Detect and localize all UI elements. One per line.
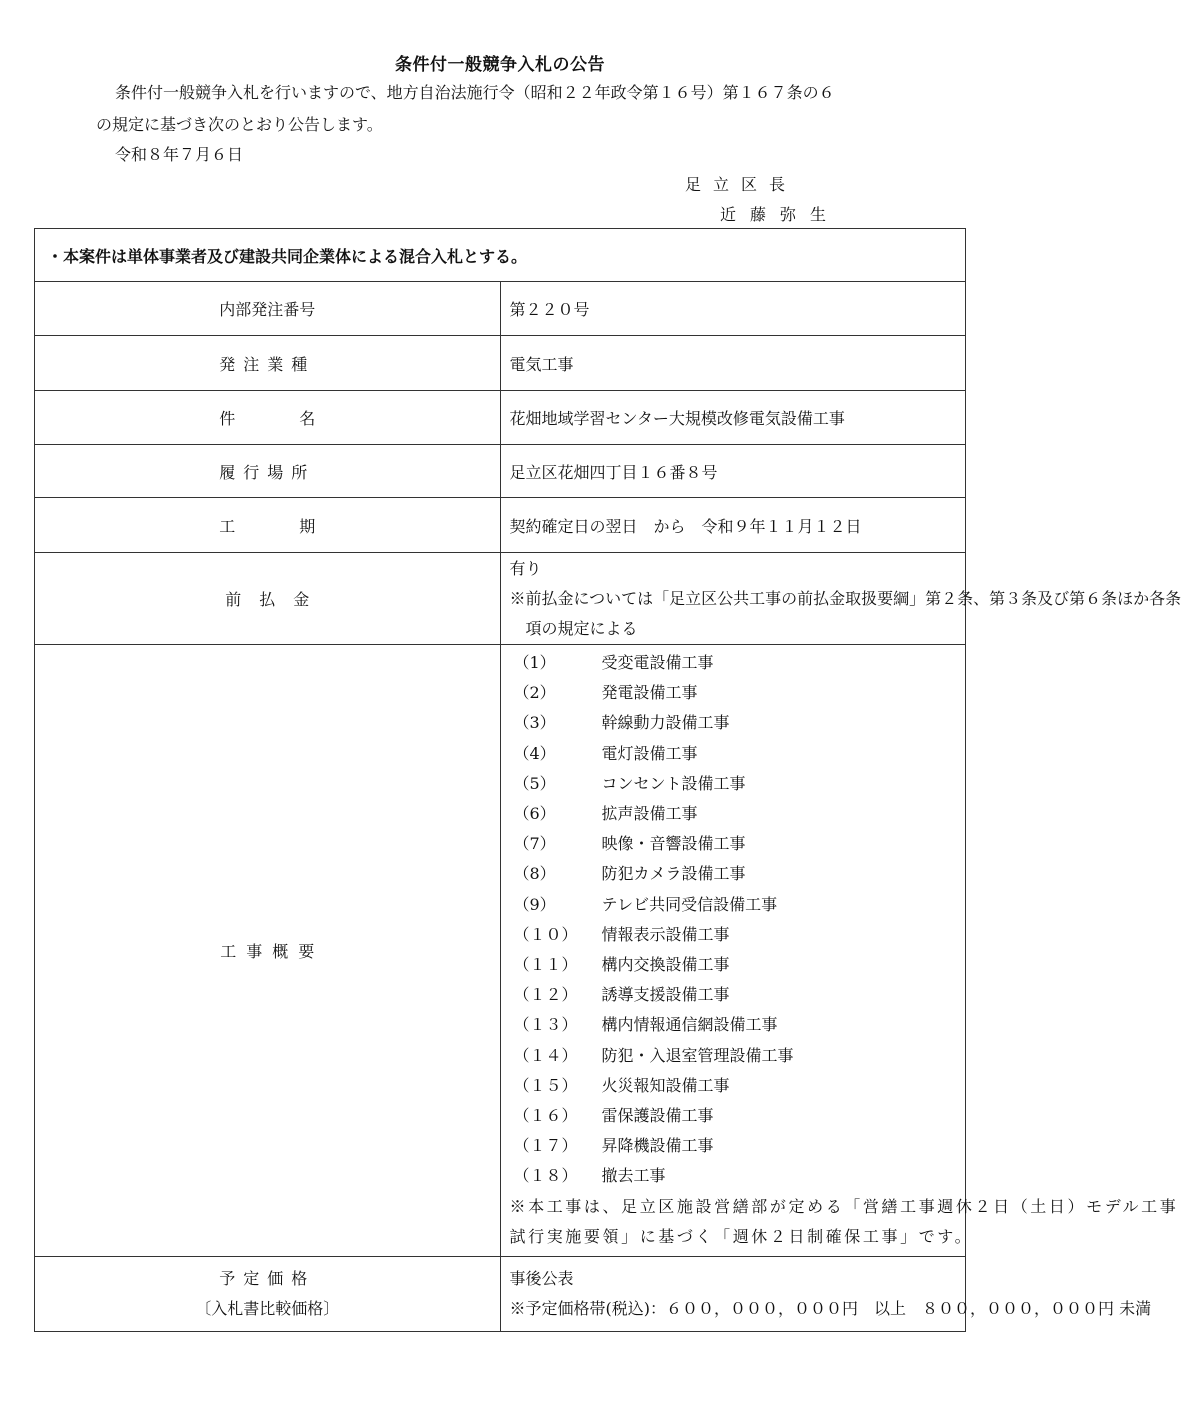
item-number: （5） <box>513 773 556 793</box>
item-number: （１５） <box>513 1075 578 1095</box>
list-item <box>510 980 966 1010</box>
item-text: 拡声設備工事 <box>601 804 698 824</box>
item-number: （3） <box>513 713 556 733</box>
item-number: （2） <box>513 683 556 703</box>
list-item <box>510 739 966 769</box>
order-number-value: 第２２０号 <box>500 282 966 336</box>
estimated-price-range: ※予定価格帯(税込)：６００，０００，０００円 以上 ８００，０００，０００円 未満 <box>509 1298 1152 1318</box>
tender-details-table <box>34 228 1181 1332</box>
order-number-label <box>35 282 501 336</box>
item-text: 受変電設備工事 <box>601 653 714 672</box>
order-number-label-text: 内部発注番号 <box>219 300 316 319</box>
period-label <box>35 498 501 553</box>
item-text: コンセント設備工事 <box>601 773 746 793</box>
period-label-text: 工期 <box>219 516 380 536</box>
row-location <box>35 445 966 498</box>
estimated-price-label-main <box>35 1264 500 1294</box>
category-value: 電気工事 <box>500 336 966 391</box>
list-item <box>510 1101 966 1131</box>
item-number: （9） <box>513 894 556 914</box>
item-number: （１４） <box>513 1045 578 1065</box>
period-value: 契約確定日の翌日 から 令和９年１１月１２日 <box>500 498 966 553</box>
list-item <box>510 799 966 829</box>
category-label-text: 発注業種 <box>219 354 316 374</box>
mixed-bid-notice: ・本案件は単体事業者及び建設共同企業体による混合入札とする。 <box>35 229 966 282</box>
item-text: テレビ共同受信設備工事 <box>601 894 778 914</box>
item-text: 情報表示設備工事 <box>601 924 730 944</box>
work-overview-note-line-1: ※本工事は、足立区施設営繕部が定める「営繕工事週休２日（土日）モデル工事 <box>509 1196 1179 1216</box>
item-number: （１０） <box>513 924 578 944</box>
issuer-office: 足立区長 <box>685 175 798 194</box>
list-item <box>510 678 966 708</box>
item-text: 幹線動力設備工事 <box>601 713 730 733</box>
item-text: 映像・音響設備工事 <box>601 834 746 854</box>
item-number: （8） <box>513 864 556 884</box>
row-project-name <box>35 391 966 445</box>
item-number: （1） <box>513 653 556 672</box>
row-estimated-price <box>35 1256 966 1331</box>
list-item <box>510 708 966 738</box>
estimated-price-label-sub: 〔入札書比較価格〕 <box>195 1298 340 1318</box>
row-period <box>35 498 966 553</box>
item-text: 発電設備工事 <box>601 683 698 703</box>
list-item <box>510 1010 966 1040</box>
advance-payment-label <box>35 553 501 645</box>
item-number: （１６） <box>513 1106 578 1126</box>
project-name-value: 花畑地域学習センター大規模改修電気設備工事 <box>500 391 966 445</box>
item-text: 撤去工事 <box>601 1166 666 1186</box>
row-advance-payment <box>35 553 966 645</box>
location-label-text: 履行場所 <box>219 462 316 482</box>
list-item <box>510 1161 966 1191</box>
item-text: 防犯・入退室管理設備工事 <box>601 1045 794 1065</box>
row-category <box>35 336 966 391</box>
item-number: （7） <box>513 834 556 854</box>
item-number: （4） <box>513 743 556 763</box>
item-text: 電灯設備工事 <box>601 743 698 763</box>
list-item <box>510 950 966 980</box>
item-text: 構内情報通信網設備工事 <box>601 1015 778 1035</box>
row-order-number <box>35 282 966 336</box>
item-number: （１２） <box>513 985 578 1005</box>
list-item <box>510 920 966 950</box>
list-item <box>510 769 966 799</box>
item-text: 雷保護設備工事 <box>601 1106 714 1126</box>
item-text: 防犯カメラ設備工事 <box>601 864 746 884</box>
project-name-label-text: 件名 <box>219 409 380 428</box>
advance-payment-availability: 有り <box>509 558 542 578</box>
advance-payment-label-text: 前払金 <box>225 590 328 609</box>
list-item <box>510 829 966 859</box>
list-item <box>510 1071 966 1101</box>
advance-payment-note: ※前払金については「足立区公共工事の前払金取扱要綱」第２条、第３条及び第６条ほか各条 <box>509 588 1181 608</box>
location-label <box>35 445 501 498</box>
estimated-price-label <box>35 1256 501 1331</box>
list-item <box>510 1131 966 1161</box>
item-text: 構内交換設備工事 <box>601 955 730 975</box>
issuer-name: 近藤弥生 <box>720 205 841 224</box>
project-name-label <box>35 391 501 445</box>
announcement-date: 令和８年７月６日 <box>115 145 244 164</box>
item-number: （１３） <box>513 1015 578 1035</box>
work-overview-note-line-2: 試行実施要領」に基づく「週休２日制確保工事」です。 <box>509 1226 974 1246</box>
item-number: （１１） <box>513 955 578 975</box>
item-number: （１７） <box>513 1136 578 1156</box>
list-item <box>510 648 966 678</box>
category-label <box>35 336 501 391</box>
intro-text-line-1: 条件付一般競争入札を行いますので、地方自治法施行令（昭和２２年政令第１６号）第１６７条の６ <box>115 83 835 102</box>
advance-payment-note-cont: 項の規定による <box>525 618 638 638</box>
list-item <box>510 890 966 920</box>
item-text: 火災報知設備工事 <box>601 1075 730 1095</box>
advance-payment-value <box>500 553 1181 645</box>
list-item <box>510 859 966 889</box>
work-overview-label-text: 工事概要 <box>220 941 325 961</box>
item-text: 誘導支援設備工事 <box>601 985 730 1005</box>
item-number: （１８） <box>513 1166 578 1186</box>
row-work-overview <box>35 645 966 1257</box>
intro-text-line-2: の規定に基づき次のとおり公告します。 <box>96 115 383 134</box>
work-overview-value <box>500 645 1179 1257</box>
estimated-price-disclosure: 事後公表 <box>509 1268 574 1288</box>
estimated-price-value <box>500 1256 1152 1331</box>
location-value: 足立区花畑四丁目１６番８号 <box>500 445 966 498</box>
estimated-price-label-text: 予定価格 <box>219 1268 316 1288</box>
work-overview-label <box>35 645 501 1257</box>
list-item <box>510 1041 966 1071</box>
item-number: （6） <box>513 804 556 824</box>
page-title: 条件付一般競争入札の公告 <box>395 55 605 75</box>
item-text: 昇降機設備工事 <box>601 1136 714 1156</box>
